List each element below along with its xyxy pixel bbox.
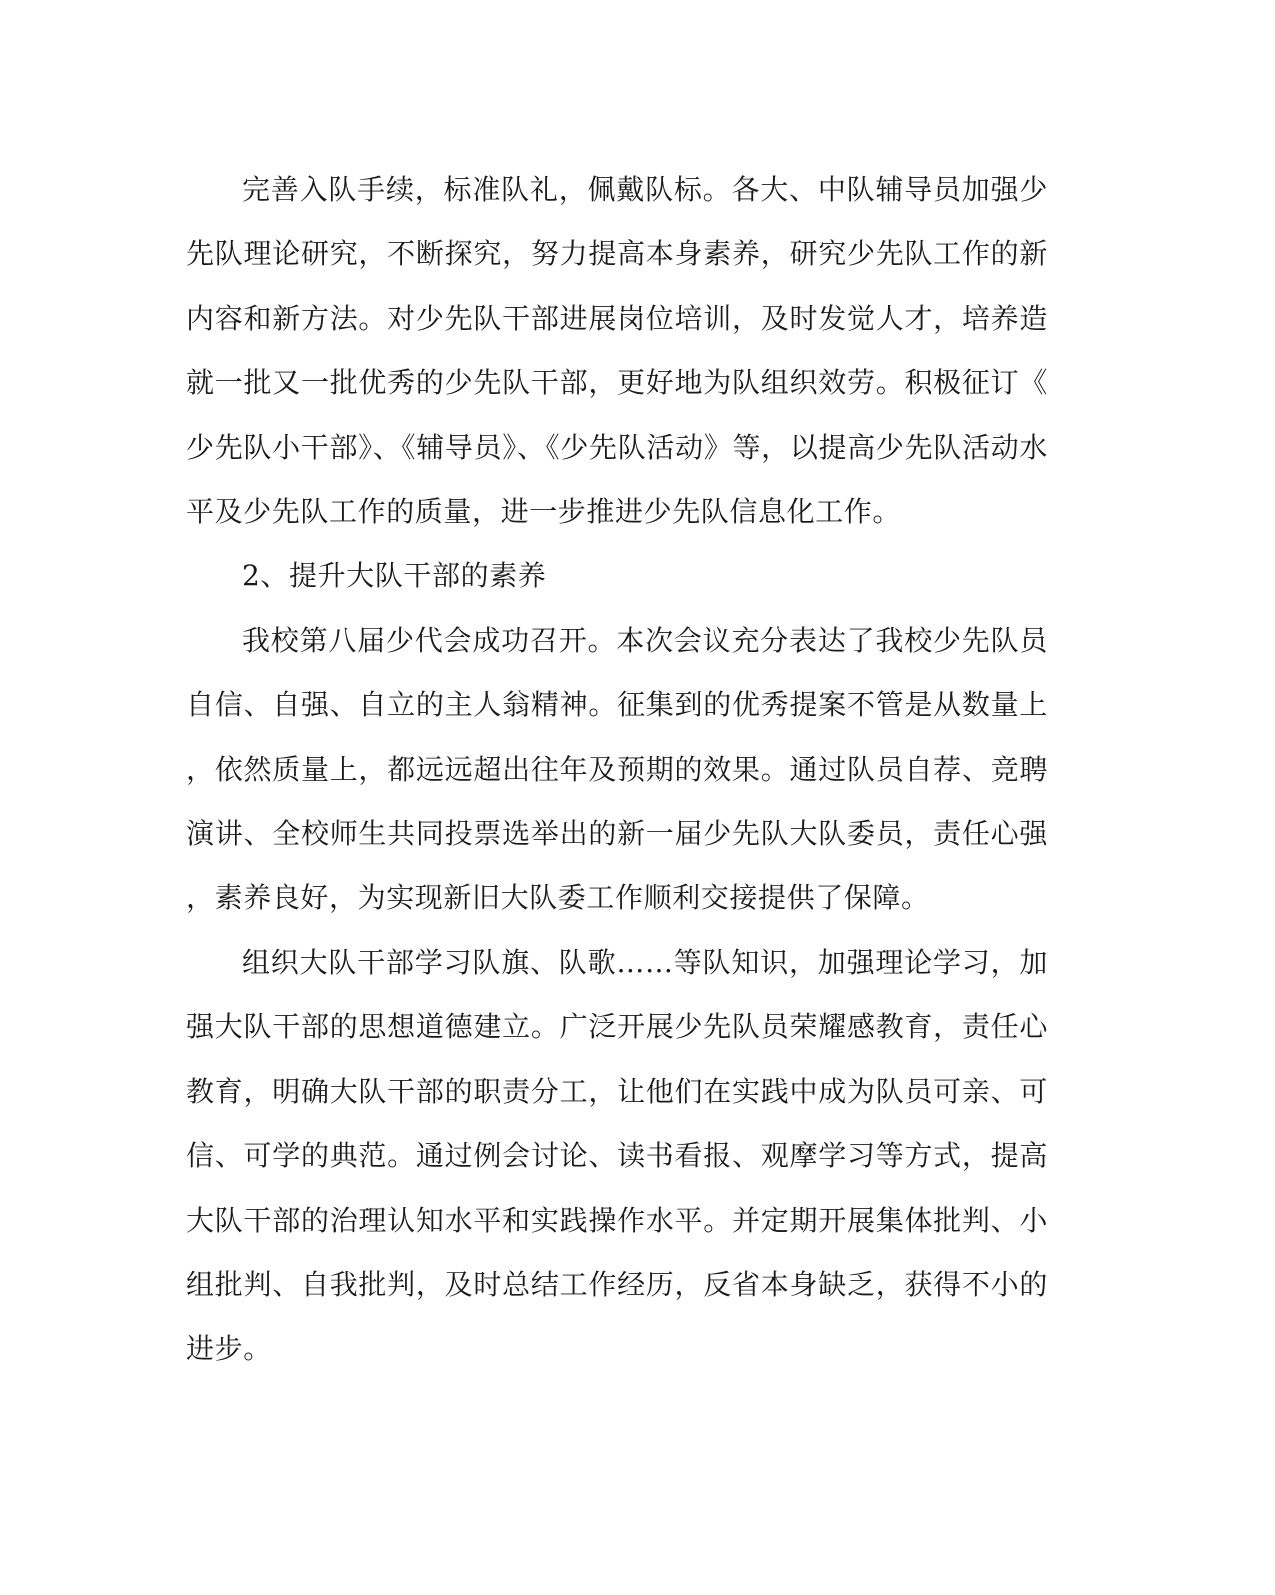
section-heading: 2、提升大队干部的素养 [242,559,547,593]
document-body [186,158,1048,1382]
paragraph-shaodaihui: 我校第八届少代会成功召开。本次会议充分表达了我校少先队员自信、自强、自立的主人翁精神。征集到的优秀提案不管是从数量上，依然质量上，都远远超出往年及预期的效果。通过队员自荐、竞聘演讲、全校师生共同投票选举出的新一届少先队大队委员，责任心强，素养良好，为实现新旧大队委工作顺利交接提供了保障。 [186,623,1048,915]
paragraph-dadui-intro: 完善入队手续，标准队礼，佩戴队标。各大、中队辅导员加强少先队理论研究，不断探究，努力提高本身素养，研究少先队工作的新内容和新方法。对少先队干部进展岗位培训，及时发觉人才，培养造就一批又一批优秀的少先队干部，更好地为队组织效劳。积极征订《少先队小干部》、《辅导员》、《少先队活动》等，以提高少先队活动水平及少先队工作的质量，进一步推进少先队信息化工作。 [186,173,1048,529]
paragraph-ganbu-training: 组织大队干部学习队旗、队歌……等队知识，加强理论学习，加强大队干部的思想道德建立。广泛开展少先队员荣耀感教育，责任心教育，明确大队干部的职责分工，让他们在实践中成为队员可亲、可信、可学的典范。通过例会讨论、读书看报、观摩学习等方式，提高大队干部的治理认知水平和实践操作水平。并定期开展集体批判、小组批判、自我批判，及时总结工作经历，反省本身缺乏，获得不小的进步。 [186,945,1048,1366]
